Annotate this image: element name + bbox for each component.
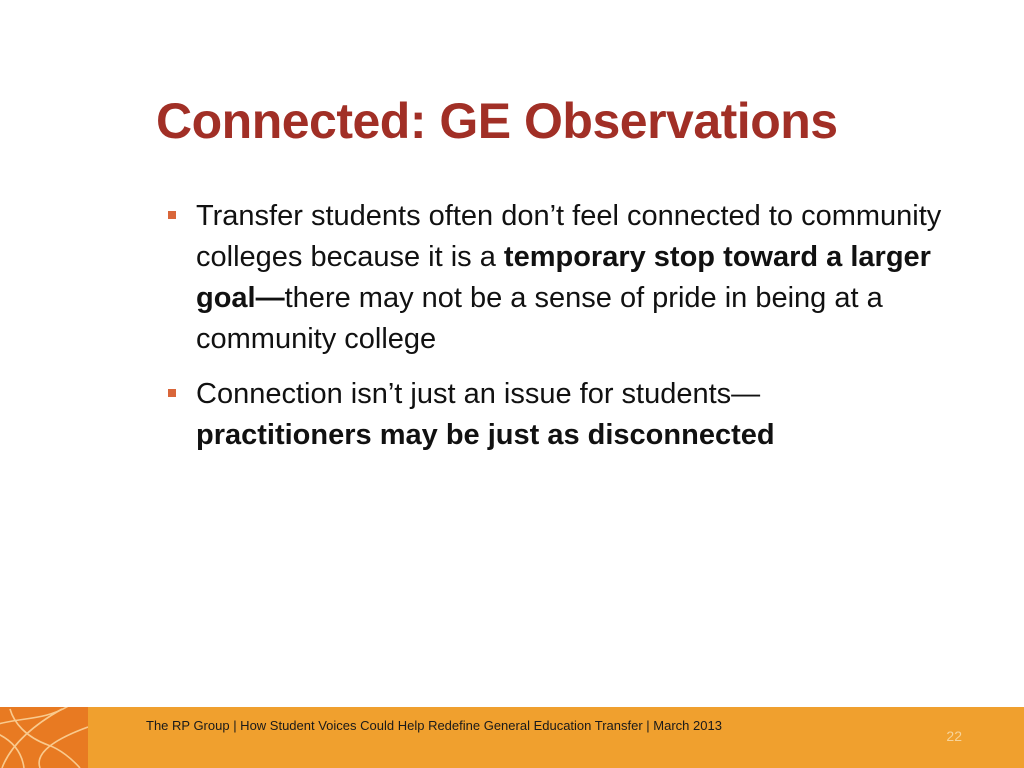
bullet-item: [162, 374, 942, 456]
square-bullet-icon: [168, 211, 176, 219]
bullet-text: [196, 200, 941, 355]
bullet-segment: there may not be a sense of pride in being at a community college: [196, 282, 883, 355]
square-bullet-icon: [168, 389, 176, 397]
footer-bar: [0, 707, 1024, 768]
page-number: 22: [946, 728, 962, 744]
bullet-item: [162, 196, 942, 360]
bullet-segment: Connection isn’t just an issue for students—: [196, 378, 761, 410]
rp-group-swirl-logo-icon: [0, 707, 88, 768]
slide-title: Connected: GE Observations: [156, 93, 838, 149]
bullet-list: [162, 196, 942, 470]
bullet-segment: Transfer students often don’t feel connected to community colleges because it is a: [196, 200, 942, 273]
bullet-segment-bold: temporary stop toward a larger goal—: [196, 241, 931, 314]
footer-text: The RP Group | How Student Voices Could Help Redefine General Education Transfer | March 2013: [146, 718, 722, 733]
bullet-text: [196, 378, 775, 451]
bullet-segment-bold: practitioners may be just as disconnected: [196, 419, 775, 451]
